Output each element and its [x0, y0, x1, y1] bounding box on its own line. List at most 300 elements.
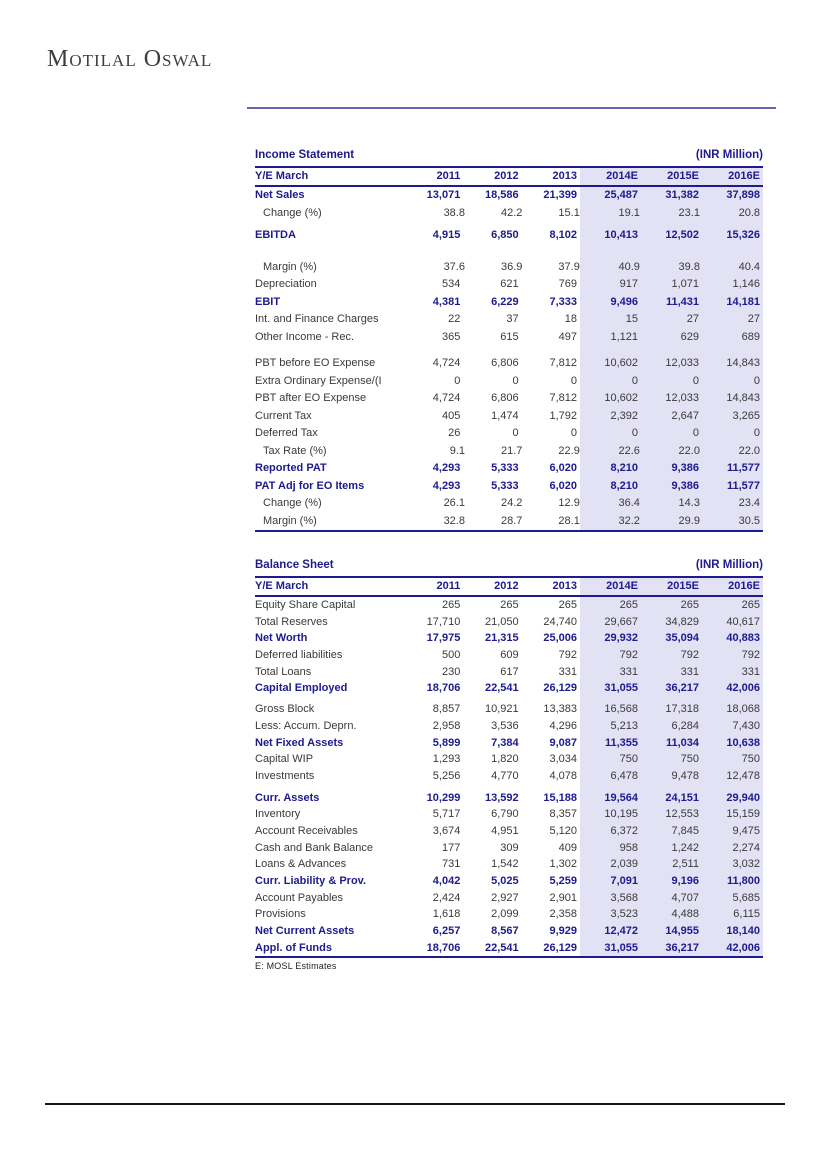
income-statement-table	[255, 146, 763, 532]
cell-value: 42.2	[500, 206, 523, 219]
row-label: Account Payables	[255, 891, 344, 904]
cell-value: 12,502	[665, 229, 699, 241]
cell-value: 11,034	[665, 736, 699, 749]
cell-value: 5,333	[491, 462, 519, 474]
table-row	[255, 940, 763, 957]
cell-value: 9,478	[671, 769, 699, 782]
cell-value: 26,129	[543, 941, 577, 954]
table-row	[255, 840, 763, 857]
cell-value: 265	[558, 599, 577, 611]
cell-value: 26	[448, 427, 461, 439]
cell-value: 2,039	[610, 858, 638, 871]
cell-value: 9.1	[449, 444, 465, 457]
cell-value: 34,829	[665, 615, 699, 628]
table-row	[255, 259, 763, 277]
cell-value: 24.2	[500, 497, 523, 509]
table-title-row	[255, 146, 763, 168]
cell-value: 0	[753, 427, 760, 439]
cell-value: 9,386	[671, 462, 699, 474]
row-label: Margin (%)	[263, 514, 317, 527]
column-header: 2014E	[606, 170, 638, 182]
cell-value: 13,383	[543, 703, 577, 716]
cell-value: 37.6	[443, 260, 465, 273]
cell-value: 10,602	[604, 392, 638, 404]
row-label: Current Tax	[255, 409, 312, 422]
cell-value: 12.9	[558, 497, 580, 509]
cell-value: 6,790	[491, 808, 519, 821]
table-unit-label: (INR Million)	[695, 559, 763, 571]
cell-value: 3,032	[732, 858, 760, 871]
cell-value: 18,586	[485, 189, 519, 201]
cell-value: 2,511	[672, 858, 699, 871]
footer-divider-line	[45, 1103, 785, 1105]
cell-value: 3,265	[732, 409, 760, 422]
row-label: Deferred Tax	[255, 427, 318, 439]
row-label: Depreciation	[255, 278, 317, 290]
row-label: Curr. Liability & Prov.	[255, 875, 367, 887]
cell-value: 1,542	[491, 858, 519, 871]
row-label: Other Income - Rec.	[255, 330, 355, 343]
cell-value: 18,140	[726, 925, 760, 938]
cell-value: 1,820	[491, 753, 519, 766]
row-label: Equity Share Capital	[255, 599, 356, 611]
cell-value: 31,382	[665, 189, 699, 201]
row-label: Int. and Finance Charges	[255, 313, 379, 325]
cell-value: 5,333	[491, 479, 519, 492]
cell-value: 769	[558, 278, 577, 290]
cell-value: 617	[500, 665, 519, 678]
cell-value: 12,472	[604, 925, 638, 938]
column-header: 2011	[436, 170, 461, 182]
cell-value: 265	[741, 599, 760, 611]
cell-value: 0	[570, 374, 577, 387]
table-row	[255, 735, 763, 752]
cell-value: 9,196	[671, 875, 699, 887]
row-label: Inventory	[255, 808, 301, 821]
table-row	[255, 664, 763, 681]
column-header: 2015E	[667, 170, 699, 182]
header-divider-line	[247, 107, 776, 109]
table-row	[255, 460, 763, 478]
cell-value: 792	[619, 649, 638, 662]
cell-value: 10,413	[604, 229, 638, 241]
cell-value: 7,091	[610, 875, 638, 887]
cell-value: 0	[631, 374, 638, 387]
column-header: 2012	[494, 580, 519, 592]
cell-value: 14,955	[665, 925, 699, 938]
cell-value: 4,951	[491, 824, 519, 837]
cell-value: 2,901	[549, 891, 577, 904]
cell-value: 29.9	[678, 514, 700, 527]
cell-value: 36.4	[618, 497, 640, 509]
column-header: 2013	[552, 170, 577, 182]
cell-value: 0	[631, 427, 638, 439]
table-row	[255, 614, 763, 631]
table-row	[255, 630, 763, 647]
cell-value: 1,071	[671, 278, 699, 290]
cell-value: 17,318	[665, 703, 699, 716]
cell-value: 365	[441, 330, 461, 343]
table-row	[255, 355, 763, 373]
cell-value: 6,478	[610, 769, 638, 782]
cell-value: 7,812	[549, 392, 577, 404]
cell-value: 15	[625, 313, 638, 325]
table-row	[255, 443, 763, 461]
table-row	[255, 923, 763, 940]
cell-value: 8,857	[432, 703, 461, 716]
cell-value: 11,431	[665, 295, 699, 308]
table-row	[255, 647, 763, 664]
row-label: PAT Adj for EO Items	[255, 479, 365, 492]
cell-value: 265	[441, 599, 461, 611]
cell-value: 10,195	[604, 808, 638, 821]
cell-value: 36,217	[665, 941, 699, 954]
cell-value: 23.1	[678, 206, 700, 219]
cell-value: 7,845	[671, 824, 699, 837]
cell-value: 958	[619, 841, 638, 854]
cell-value: 40.9	[618, 260, 640, 273]
cell-value: 28.1	[558, 514, 580, 527]
cell-value: 4,296	[549, 719, 577, 732]
row-label: Change (%)	[263, 497, 322, 509]
cell-value: 39.8	[678, 260, 700, 273]
cell-value: 12,553	[665, 808, 699, 821]
balance-sheet-table	[255, 556, 763, 958]
table-row	[255, 790, 763, 807]
cell-value: 1,121	[610, 330, 638, 343]
cell-value: 331	[741, 665, 760, 678]
cell-value: 6,806	[491, 392, 519, 404]
cell-value: 497	[558, 330, 577, 343]
cell-value: 29,940	[726, 791, 760, 804]
cell-value: 24,151	[665, 791, 699, 804]
row-label: Less: Accum. Deprn.	[255, 719, 357, 732]
cell-value: 37.9	[558, 260, 580, 273]
table-row	[255, 276, 763, 294]
cell-value: 6,372	[610, 824, 638, 837]
row-label: Loans & Advances	[255, 858, 347, 871]
cell-value: 38.8	[443, 206, 465, 219]
cell-value: 3,523	[610, 908, 638, 921]
cell-value: 750	[680, 753, 699, 766]
cell-value: 0	[512, 374, 519, 387]
cell-value: 9,087	[549, 736, 577, 749]
cell-value: 4,488	[671, 908, 699, 921]
cell-value: 6,806	[491, 357, 519, 369]
cell-value: 5,256	[432, 769, 461, 782]
column-header: 2015E	[667, 580, 699, 592]
cell-value: 2,647	[671, 409, 699, 422]
table-row	[255, 873, 763, 890]
table-row	[255, 425, 763, 443]
table-title: Income Statement	[255, 149, 355, 161]
cell-value: 4,381	[432, 295, 461, 308]
table-header-row	[255, 168, 763, 187]
row-label: Cash and Bank Balance	[255, 841, 374, 854]
table-row	[255, 806, 763, 823]
cell-value: 16,568	[604, 703, 638, 716]
cell-value: 265	[680, 599, 699, 611]
table-row	[255, 205, 763, 223]
cell-value: 15,159	[726, 808, 760, 821]
cell-value: 29,667	[604, 615, 638, 628]
cell-value: 6,850	[491, 229, 519, 241]
cell-value: 42,006	[726, 941, 760, 954]
column-header: 2013	[552, 580, 577, 592]
cell-value: 609	[500, 649, 519, 662]
cell-value: 29,932	[604, 632, 638, 645]
cell-value: 40,617	[726, 615, 760, 628]
cell-value: 6,284	[671, 719, 699, 732]
table-row	[255, 768, 763, 785]
cell-value: 2,358	[549, 908, 577, 921]
table-title-row	[255, 556, 763, 578]
table-row	[255, 373, 763, 391]
cell-value: 6,020	[549, 479, 577, 492]
table-row	[255, 680, 763, 697]
cell-value: 2,274	[732, 841, 760, 854]
cell-value: 22.6	[618, 444, 640, 457]
cell-value: 10,602	[604, 357, 638, 369]
row-label: Extra Ordinary Expense/(I	[255, 374, 382, 387]
cell-value: 18	[564, 313, 577, 325]
motilal-oswal-logo: Motilal Oswal	[47, 46, 213, 72]
row-label: Total Loans	[255, 665, 312, 678]
cell-value: 4,042	[432, 875, 461, 887]
cell-value: 36,217	[665, 682, 699, 695]
cell-value: 15,326	[726, 229, 760, 241]
cell-value: 5,259	[549, 875, 577, 887]
cell-value: 19.1	[618, 206, 640, 219]
cell-value: 14.3	[678, 497, 700, 509]
row-label: Reported PAT	[255, 462, 327, 474]
cell-value: 22	[448, 313, 461, 325]
table-bottom-border	[255, 530, 763, 532]
cell-value: 0	[454, 374, 461, 387]
row-label: PBT before EO Expense	[255, 357, 376, 369]
cell-value: 37,898	[726, 189, 760, 201]
cell-value: 30.5	[738, 514, 761, 527]
cell-value: 19,564	[604, 791, 638, 804]
cell-value: 21.7	[500, 444, 523, 457]
cell-value: 24,740	[543, 615, 577, 628]
table-row	[255, 408, 763, 426]
cell-value: 917	[619, 278, 638, 290]
cell-value: 26,129	[543, 682, 577, 695]
row-label: Tax Rate (%)	[263, 444, 327, 457]
cell-value: 0	[570, 427, 577, 439]
cell-value: 6,229	[491, 295, 519, 308]
cell-value: 20.8	[738, 206, 761, 219]
table-bottom-border	[255, 956, 763, 958]
cell-value: 3,568	[610, 891, 638, 904]
cell-value: 8,210	[610, 462, 638, 474]
cell-value: 14,181	[726, 295, 760, 308]
cell-value: 12,033	[665, 357, 699, 369]
cell-value: 265	[500, 599, 519, 611]
cell-value: 18,706	[426, 682, 461, 695]
row-label: Net Worth	[255, 632, 308, 645]
row-label: Curr. Assets	[255, 791, 320, 804]
row-label: Net Current Assets	[255, 925, 355, 938]
row-label: Net Sales	[255, 189, 305, 201]
row-label: Margin (%)	[263, 260, 317, 273]
row-label: EBIT	[255, 295, 281, 308]
spacer-row	[255, 346, 763, 355]
cell-value: 12,478	[726, 769, 760, 782]
cell-value: 4,770	[491, 769, 519, 782]
table-row	[255, 890, 763, 907]
cell-value: 18,706	[426, 941, 461, 954]
cell-value: 11,800	[726, 875, 760, 887]
row-label: Net Fixed Assets	[255, 736, 344, 749]
cell-value: 27	[686, 313, 699, 325]
row-label: Capital WIP	[255, 753, 314, 766]
cell-value: 4,707	[671, 891, 699, 904]
cell-value: 615	[500, 330, 519, 343]
cell-value: 2,958	[432, 719, 461, 732]
table-row	[255, 701, 763, 718]
cell-value: 621	[500, 278, 519, 290]
cell-value: 2,392	[610, 409, 638, 422]
cell-value: 15.1	[558, 206, 580, 219]
row-label: Change (%)	[263, 206, 322, 219]
cell-value: 3,034	[549, 753, 577, 766]
cell-value: 5,025	[491, 875, 519, 887]
cell-value: 7,812	[549, 357, 577, 369]
cell-value: 4,078	[549, 769, 577, 782]
cell-value: 1,293	[432, 753, 461, 766]
cell-value: 21,399	[543, 189, 577, 201]
cell-value: 25,006	[543, 632, 577, 645]
row-label: Provisions	[255, 908, 306, 921]
cell-value: 230	[441, 665, 461, 678]
cell-value: 1,792	[549, 409, 577, 422]
cell-value: 22.9	[558, 444, 580, 457]
cell-value: 31,055	[604, 941, 638, 954]
cell-value: 11,355	[604, 736, 638, 749]
cell-value: 2,424	[432, 891, 461, 904]
table-row	[255, 478, 763, 496]
cell-value: 1,618	[432, 908, 461, 921]
cell-value: 4,293	[432, 479, 461, 492]
column-header: 2011	[436, 580, 461, 592]
cell-value: 35,094	[665, 632, 699, 645]
cell-value: 7,430	[732, 719, 760, 732]
cell-value: 0	[512, 427, 519, 439]
cell-value: 37	[506, 313, 519, 325]
cell-value: 1,146	[732, 278, 760, 290]
cell-value: 9,475	[732, 824, 760, 837]
cell-value: 6,020	[549, 462, 577, 474]
cell-value: 22,541	[485, 941, 519, 954]
cell-value: 27	[747, 313, 760, 325]
row-label: Gross Block	[255, 703, 315, 716]
cell-value: 0	[692, 374, 699, 387]
row-label: Investments	[255, 769, 315, 782]
cell-value: 12,033	[665, 392, 699, 404]
cell-value: 4,724	[432, 392, 461, 404]
cell-value: 32.2	[618, 514, 640, 527]
cell-value: 500	[441, 649, 461, 662]
table-row	[255, 187, 763, 205]
cell-value: 0	[753, 374, 760, 387]
estimates-footnote: E: MOSL Estimates	[255, 961, 337, 971]
cell-value: 14,843	[726, 357, 760, 369]
cell-value: 6,115	[733, 908, 760, 921]
cell-value: 750	[619, 753, 638, 766]
cell-value: 22,541	[485, 682, 519, 695]
cell-value: 0	[692, 427, 699, 439]
cell-value: 31,055	[604, 682, 638, 695]
cell-value: 265	[619, 599, 638, 611]
cell-value: 309	[500, 841, 519, 854]
cell-value: 40.4	[738, 260, 761, 273]
cell-value: 17,710	[426, 615, 461, 628]
cell-value: 409	[558, 841, 577, 854]
row-label: Appl. of Funds	[255, 941, 332, 954]
cell-value: 5,685	[732, 891, 760, 904]
cell-value: 6,257	[432, 925, 461, 938]
cell-value: 22.0	[678, 444, 700, 457]
table-row	[255, 294, 763, 312]
cell-value: 26.1	[443, 497, 465, 509]
table-header-row	[255, 578, 763, 597]
cell-value: 4,915	[432, 229, 461, 241]
row-label: Total Reserves	[255, 615, 328, 628]
cell-value: 331	[680, 665, 699, 678]
cell-value: 1,302	[549, 858, 577, 871]
cell-value: 25,487	[604, 189, 638, 201]
table-row	[255, 329, 763, 347]
table-row	[255, 597, 763, 614]
row-label: Account Receivables	[255, 824, 358, 837]
cell-value: 22.0	[738, 444, 761, 457]
cell-value: 689	[741, 330, 760, 343]
cell-value: 3,674	[432, 824, 461, 837]
cell-value: 13,592	[485, 791, 519, 804]
column-header: 2016E	[728, 170, 760, 182]
table-unit-label: (INR Million)	[695, 149, 763, 161]
cell-value: 13,071	[426, 189, 461, 201]
table-row	[255, 718, 763, 735]
cell-value: 3,536	[491, 719, 519, 732]
cell-value: 2,927	[491, 891, 519, 904]
cell-value: 4,293	[432, 462, 461, 474]
table-row	[255, 513, 763, 531]
cell-value: 750	[741, 753, 760, 766]
cell-value: 32.8	[443, 514, 465, 527]
cell-value: 8,567	[491, 925, 519, 938]
cell-value: 9,386	[671, 479, 699, 492]
row-label: PBT after EO Expense	[255, 392, 367, 404]
cell-value: 14,843	[726, 392, 760, 404]
cell-value: 10,299	[426, 791, 461, 804]
table-row	[255, 823, 763, 840]
cell-value: 7,333	[549, 295, 577, 308]
column-header: 2016E	[728, 580, 760, 592]
cell-value: 18,068	[726, 703, 760, 716]
cell-value: 629	[680, 330, 699, 343]
table-row	[255, 390, 763, 408]
row-label: Capital Employed	[255, 682, 348, 695]
cell-value: 331	[558, 665, 577, 678]
cell-value: 23.4	[738, 497, 761, 509]
cell-value: 792	[680, 649, 699, 662]
table-row	[255, 856, 763, 873]
cell-value: 405	[441, 409, 461, 422]
column-header: Y/E March	[255, 170, 309, 182]
